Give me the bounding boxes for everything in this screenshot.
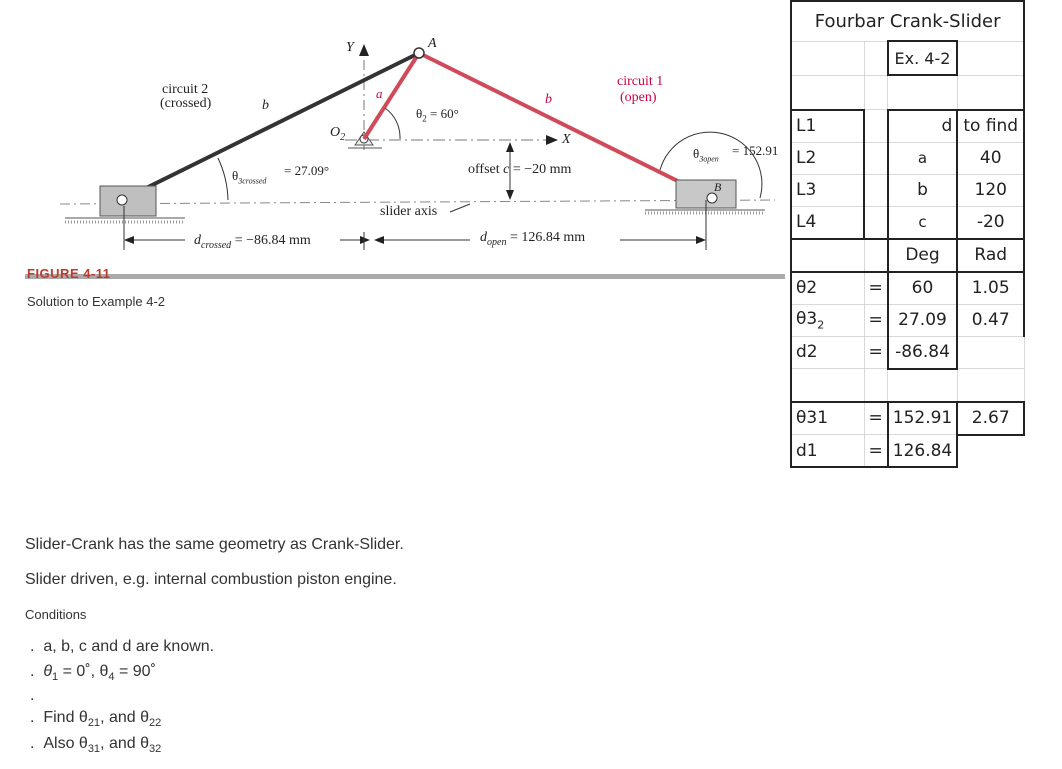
cell-empty[interactable] [864, 75, 888, 110]
label-link-b-left: b [262, 98, 269, 113]
row-rad-theta32[interactable]: 0.47 [957, 304, 1024, 336]
label-theta3open: $\theta_{3open}$ [693, 146, 719, 164]
row-deg-theta31[interactable]: 152.91 [888, 402, 957, 435]
row-val-l4[interactable]: -20 [957, 206, 1024, 239]
cell-empty[interactable] [864, 41, 888, 75]
row-label-d2[interactable]: d2 [791, 336, 864, 369]
cell-empty[interactable] [864, 110, 888, 143]
cell-empty[interactable] [864, 369, 888, 402]
label-block-b: B [714, 180, 722, 194]
theta2-arc [385, 108, 400, 139]
label-circuit2: circuit 2 [162, 82, 209, 97]
label-dopen: $d_{open} = 126.84$ mm [480, 230, 586, 248]
row-eq-theta31[interactable]: = [864, 402, 888, 435]
condition-bullet-3: . [30, 687, 35, 704]
sheet-example[interactable]: Ex. 4-2 [888, 41, 957, 75]
row-val-l1[interactable]: to find [957, 110, 1024, 143]
row-val-d1[interactable]: 126.84 [888, 435, 957, 468]
label-link-a: a [376, 86, 383, 101]
note-line-2: Slider driven, e.g. internal combustion piston engine. [25, 571, 397, 588]
theta3crossed-arc [218, 158, 228, 200]
row-name-l4[interactable]: L4 [791, 206, 864, 239]
slider-block-crossed [100, 186, 156, 216]
mechanism-figure [0, 0, 790, 300]
cell-empty[interactable] [791, 239, 864, 272]
cell-empty[interactable] [864, 206, 888, 239]
label-theta3open-value: = 152.91 [732, 143, 779, 158]
row-name-l2[interactable]: L2 [791, 142, 864, 174]
header-deg[interactable]: Deg [888, 239, 957, 272]
x-axis-arrow [546, 135, 558, 145]
row-rad-theta31[interactable]: 2.67 [957, 402, 1024, 435]
note-line-1: Slider-Crank has the same geometry as Crank-Slider. [25, 536, 404, 553]
row-sym-l1[interactable]: d [888, 110, 957, 143]
crossed-coupler-link [122, 53, 419, 200]
label-slider-axis: slider axis [380, 204, 438, 219]
condition-bullet-4: . Find $\theta_{21}$, and $\theta_{22}$ [30, 709, 162, 730]
label-dcrossed: $d_{crossed} = -86.84$ mm [194, 233, 311, 251]
label-x: X [562, 132, 571, 147]
row-name-l1[interactable]: L1 [791, 110, 864, 143]
label-link-b-right: b [545, 92, 552, 107]
label-theta2: $\theta_2 = 60^\circ$ [416, 106, 459, 124]
row-sym-l3[interactable]: b [888, 174, 957, 206]
label-y: Y [346, 40, 354, 55]
y-axis-arrow [359, 44, 369, 56]
label-open: (open) [620, 90, 657, 105]
row-sym-l2[interactable]: a [888, 142, 957, 174]
row-label-theta31[interactable]: θ31 [791, 402, 864, 435]
cell-empty[interactable] [864, 239, 888, 272]
cell-empty[interactable] [957, 75, 1024, 110]
row-label-d1[interactable]: d1 [791, 435, 864, 468]
caption-rule [25, 274, 785, 279]
cell-empty[interactable] [888, 369, 957, 402]
cell-empty[interactable] [864, 174, 888, 206]
label-offset: offset c = −20 mm [468, 162, 572, 177]
row-label-theta2[interactable]: θ2 [791, 272, 864, 305]
figure-caption-title: FIGURE 4-11 [27, 266, 111, 281]
row-eq-d2[interactable]: = [864, 336, 888, 369]
condition-bullet-2: . $\theta_1$ = 0˚, $\theta_4$ = 90˚ [30, 663, 156, 684]
conditions-heading: Conditions [25, 607, 87, 622]
sheet-title[interactable]: Fourbar Crank-Slider [791, 1, 1024, 41]
row-eq-theta32[interactable]: = [864, 304, 888, 336]
cell-empty[interactable] [888, 75, 957, 110]
figure-caption-subtitle: Solution to Example 4-2 [27, 294, 166, 309]
joint-a [414, 48, 424, 58]
cell-empty[interactable] [864, 142, 888, 174]
label-point-a: A [428, 36, 437, 51]
cell-empty[interactable] [791, 75, 864, 110]
row-label-theta32[interactable]: $\theta 3_2$ [791, 304, 864, 336]
label-theta3crossed: $\theta_{3crossed}$ [232, 168, 267, 186]
cell-empty[interactable] [791, 41, 864, 75]
cell-empty[interactable] [957, 435, 1024, 468]
row-name-l3[interactable]: L3 [791, 174, 864, 206]
row-val-l2[interactable]: 40 [957, 142, 1024, 174]
label-o2: $O_2$ [330, 125, 346, 143]
label-crossed: (crossed) [160, 96, 212, 111]
row-sym-l4[interactable]: c [888, 206, 957, 239]
row-val-d2[interactable]: -86.84 [888, 336, 957, 369]
label-theta3crossed-value: = 27.09° [284, 163, 330, 178]
spreadsheet [790, 0, 1025, 468]
row-val-l3[interactable]: 120 [957, 174, 1024, 206]
header-rad[interactable]: Rad [957, 239, 1024, 272]
cell-empty[interactable] [957, 336, 1024, 369]
row-rad-theta2[interactable]: 1.05 [957, 272, 1024, 305]
cell-empty[interactable] [791, 369, 864, 402]
row-deg-theta2[interactable]: 60 [888, 272, 957, 305]
row-eq-theta2[interactable]: = [864, 272, 888, 305]
condition-bullet-5: . Also $\theta_{31}$, and $\theta_{32}$ [30, 735, 162, 756]
row-deg-theta32[interactable]: 27.09 [888, 304, 957, 336]
cell-empty[interactable] [957, 41, 1024, 75]
row-eq-d1[interactable]: = [864, 435, 888, 468]
left-ground [65, 218, 185, 222]
condition-bullet-1: . a, b, c and d are known. [30, 638, 215, 655]
label-circuit1: circuit 1 [617, 74, 664, 89]
right-ground [645, 210, 765, 213]
slider-axis-leader [450, 204, 470, 212]
cell-empty[interactable] [957, 369, 1024, 402]
